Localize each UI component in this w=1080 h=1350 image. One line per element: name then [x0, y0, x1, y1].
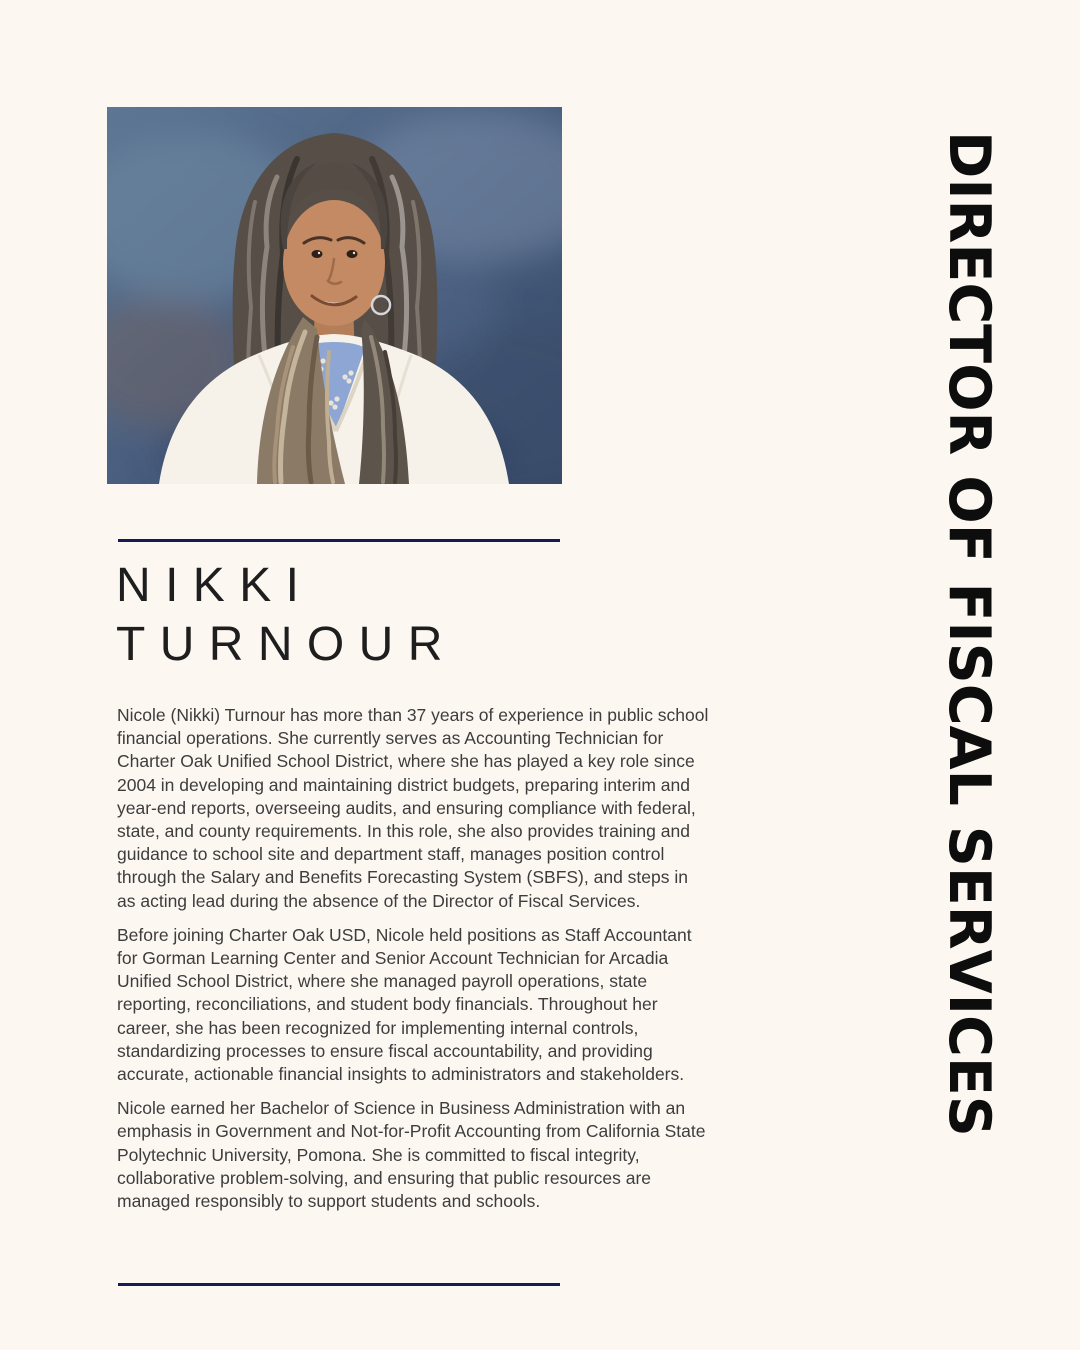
name-first-line: NIKKI: [116, 559, 314, 612]
portrait-illustration: [107, 107, 562, 484]
top-divider: [118, 539, 560, 542]
name-last-line: TURNOUR: [116, 618, 457, 671]
bio-paragraph-1: Nicole (Nikki) Turnour has more than 37 years of experience in public school financial operations. She currently serves as Accounting Technician for Charter Oak Unified School District, where she has played a key role since 2004 in developing and maintaining district budgets, preparing interim and year-end reports, overseeing audits, and ensuring compliance with federal, state, and county requirements. In this role, she also provides training and guidance to school site and department staff, manages position control through the Salary and Benefits Forecasting System (SBFS), and steps in as acting lead during the absence of the Director of Fiscal Services.: [117, 705, 709, 911]
profile-photo: [107, 107, 562, 484]
bio-paragraph-2: Before joining Charter Oak USD, Nicole held positions as Staff Accountant for Gorman Learning Center and Senior Account Technician for Arcadia Unified School District, where she managed payroll operations, state reporting, reconciliations, and student body financials. Throughout her career, she has been recognized for implementing internal controls, standardizing processes to ensure fiscal accountability, and providing accurate, actionable financial insights to administrators and stakeholders.: [117, 924, 692, 1085]
page-title: [116, 556, 457, 674]
bottom-divider: [118, 1283, 560, 1286]
bio-section: [117, 704, 709, 1224]
vertical-role-title: DIRECTOR OF FISCAL SERVICES: [936, 131, 1002, 1137]
bio-paragraph-3: Nicole earned her Bachelor of Science in Business Administration with an emphasis in Government and Not-for-Profit Accounting from California State Polytechnic University, Pomona. She is committed to fiscal integrity, collaborative problem-solving, and ensuring that public resources are managed responsibly to support students and schools.: [117, 1098, 706, 1212]
